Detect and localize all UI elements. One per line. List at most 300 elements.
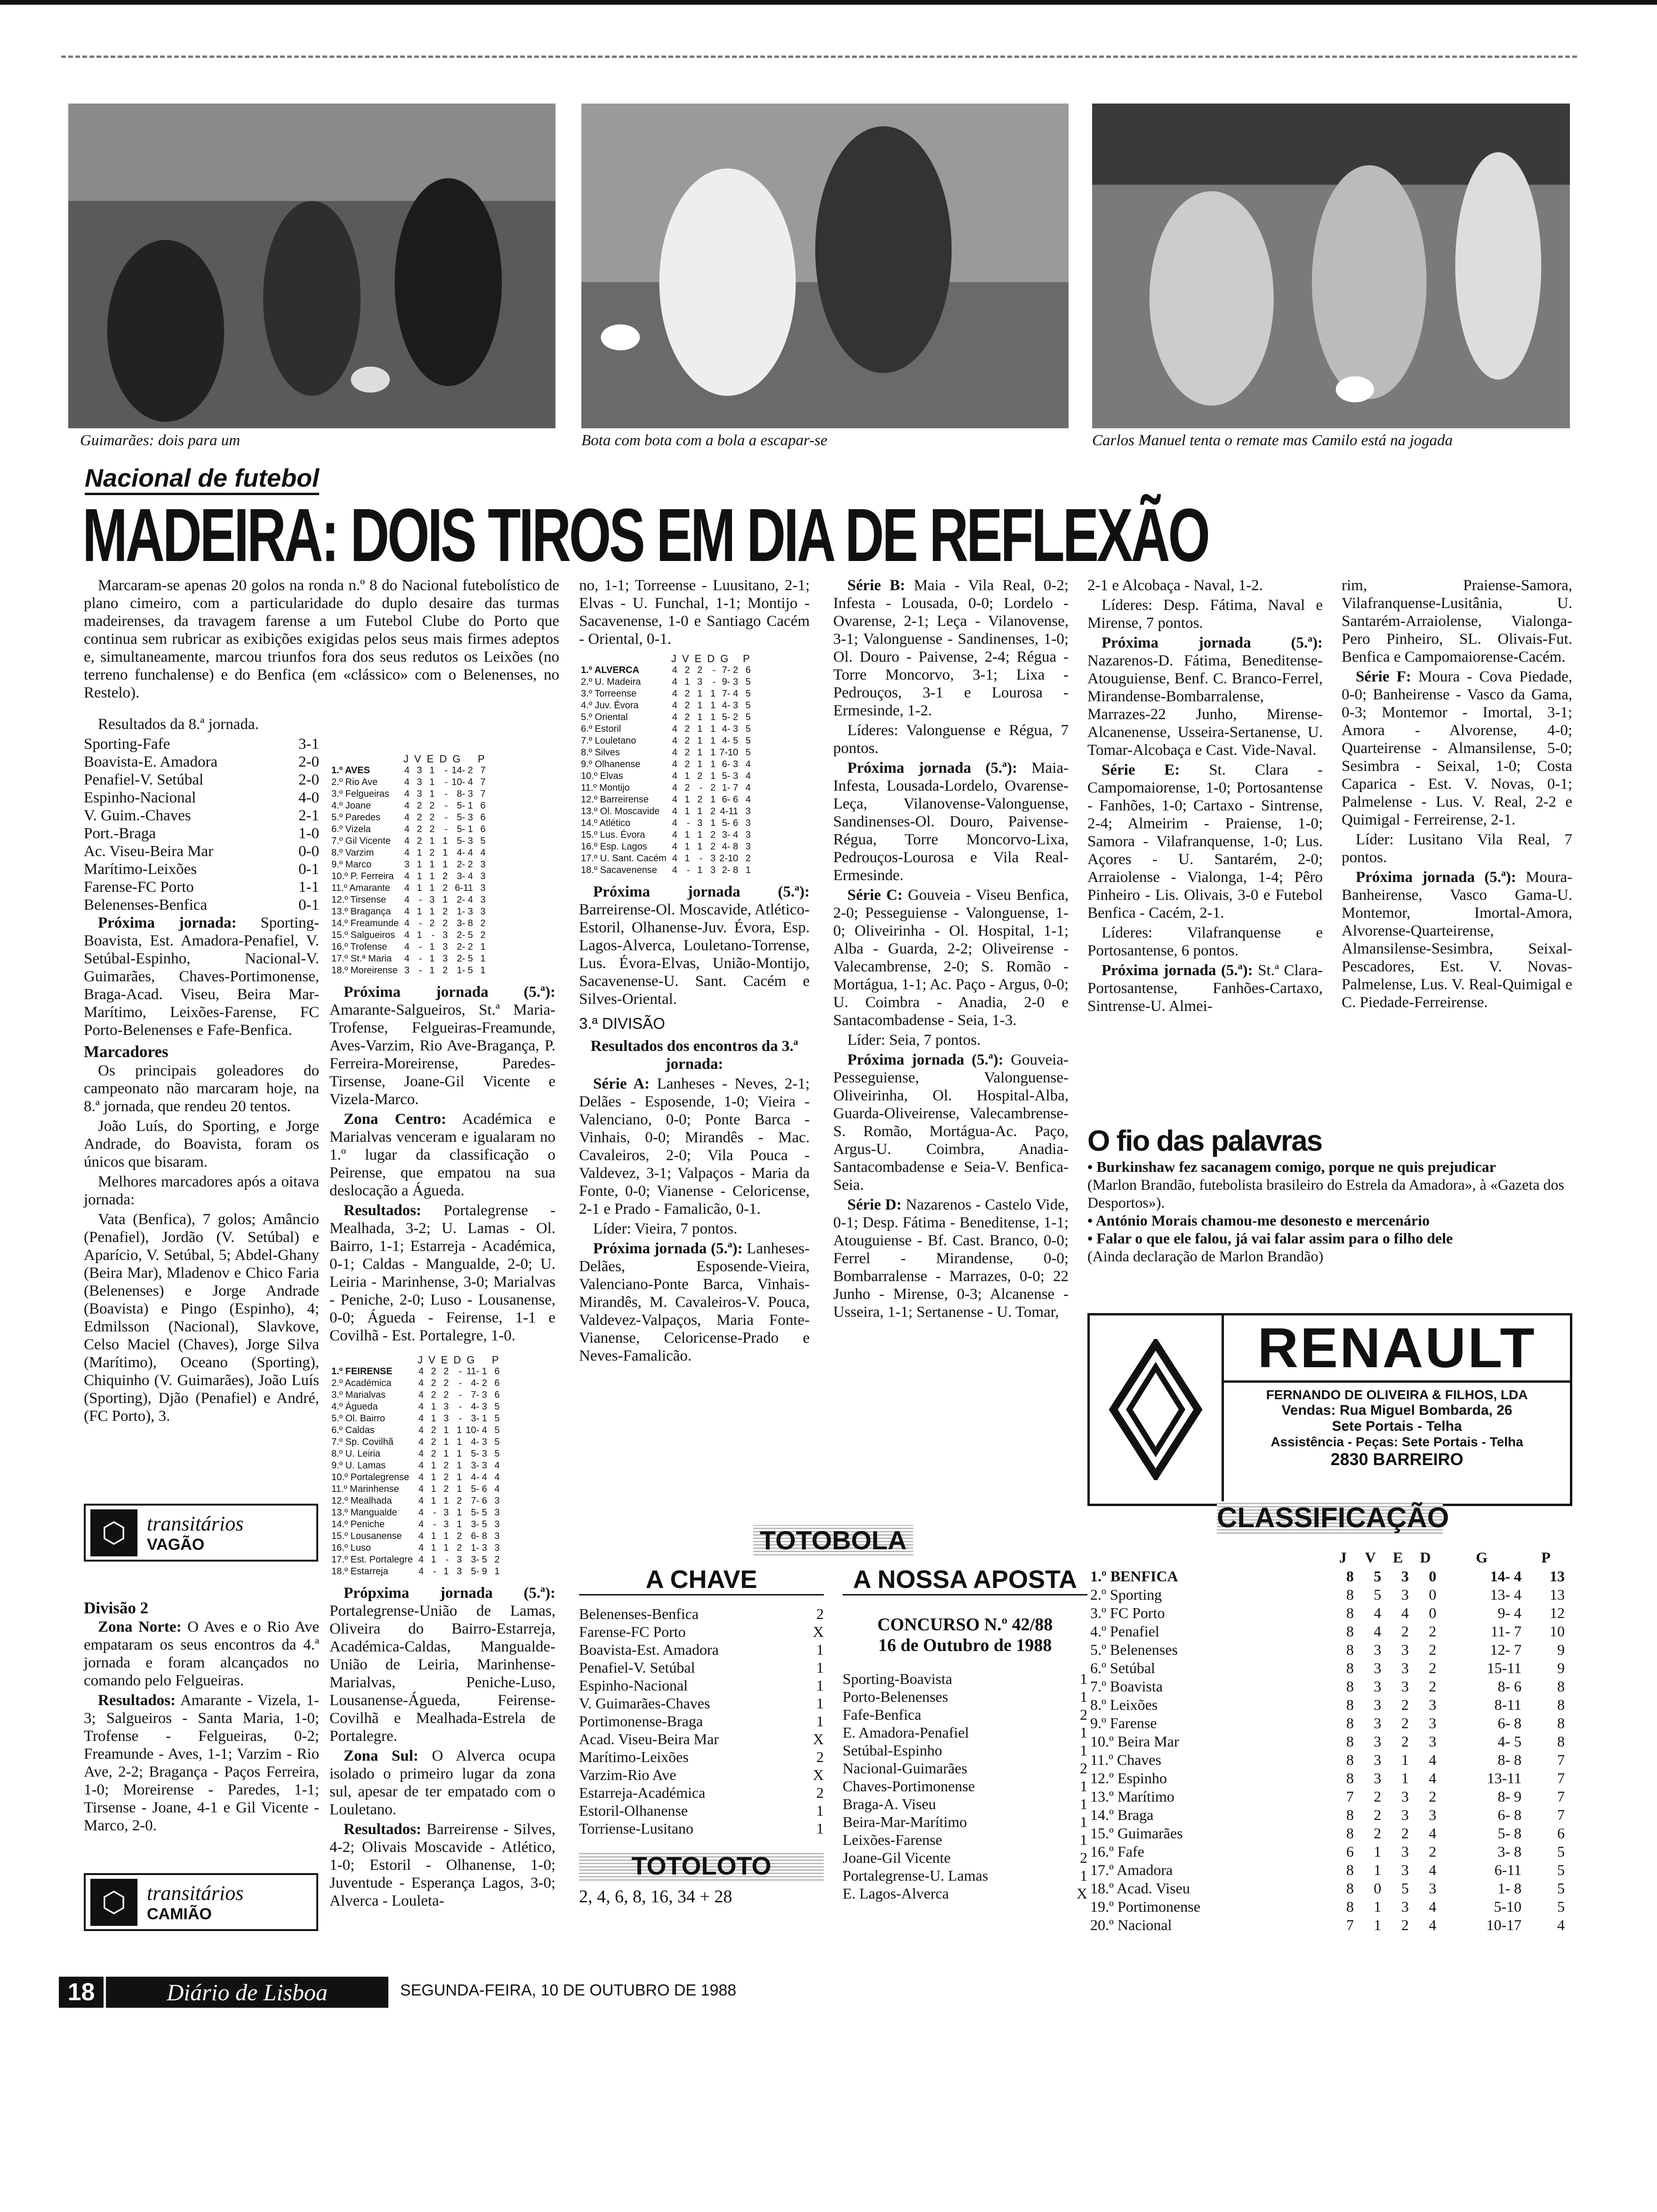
- table-cell: 1: [431, 1496, 436, 1506]
- next-label: Próxima jornada:: [98, 914, 237, 931]
- article-col5: [1087, 577, 1323, 1017]
- match-name: Joane-Gil Vicente: [843, 1849, 951, 1866]
- table-cell: 3- 8: [1497, 1843, 1522, 1860]
- serieD-label: Série D:: [847, 1196, 902, 1213]
- table-cell: 7-10: [719, 747, 739, 758]
- table-cell: 1: [745, 865, 751, 875]
- table-cell: 8: [1346, 1715, 1354, 1731]
- aposta-title: A NOSSA APOSTA: [843, 1565, 1087, 1595]
- table-cell: 16.º Trofense: [331, 942, 387, 952]
- table-cell: 5- 6: [471, 1484, 487, 1494]
- match-name: Porto-Belenenses: [843, 1688, 948, 1705]
- table-cell: 1: [431, 1531, 436, 1541]
- table-cell: 7: [480, 765, 486, 776]
- table-cell: 6: [745, 665, 751, 675]
- table-cell: 3: [442, 954, 448, 964]
- table-row: [330, 1472, 502, 1483]
- concurso-number: CONCURSO N.º 42/88: [877, 1615, 1053, 1635]
- table-cell: 13.º Ol. Moscavide: [581, 806, 660, 817]
- table-row: [579, 794, 753, 806]
- table-row: [330, 930, 488, 941]
- table-cell: 3: [404, 965, 410, 976]
- zona-centro-text: Académica e Marialvas venceram e igualaram no 1.º lugar da classificação o Peirense, que empatou na sua deslocação a Águeda.: [330, 1111, 555, 1199]
- table-cell: 10.º P. Ferreira: [331, 871, 394, 882]
- table-cell: 2: [431, 1366, 436, 1377]
- table-cell: 1: [429, 859, 435, 870]
- col5-next-text: Nazarenos-D. Fátima, Beneditense-Atouguiense, Benf. C. Branco-Ferrel, Mirandense-Bombarralense, Marrazes-22 Junho, Mirense-Alcanenense, Usseira-Sertanense, U. Tomar-Alcobaça e Cast. Vide-Naval.: [1087, 652, 1323, 759]
- table-cell: -: [444, 777, 448, 787]
- match-value: 1: [816, 1641, 824, 1658]
- column-header: G: [1476, 1549, 1488, 1566]
- table-cell: 7.º Gil Vicente: [331, 836, 391, 846]
- table-cell: 3: [697, 677, 703, 687]
- table-cell: 5: [745, 736, 751, 746]
- list-item: [579, 1819, 824, 1837]
- table-cell: 1: [710, 759, 716, 769]
- table-cell: 8: [1346, 1678, 1354, 1695]
- table-cell: 2: [1374, 1806, 1382, 1823]
- match-name: Braga-A. Viseu: [843, 1795, 936, 1812]
- table-cell: 3: [1401, 1641, 1409, 1658]
- serieB-next-label: Próxima jornada (5.ª):: [847, 760, 1017, 777]
- headline: MADEIRA: DOIS TIROS EM DIA DE REFLEXÃO: [82, 493, 1208, 577]
- table-cell: 4: [404, 777, 410, 787]
- table-cell: 11- 7: [1490, 1623, 1522, 1640]
- chave-column: [579, 1565, 824, 1907]
- fio-q3: • Falar o que ele falou, já vai falar assim para o filho dele: [1087, 1230, 1453, 1247]
- serieC-next-text: Gouveia-Pesseguiense, Valonguense-Oliveirinha, Ol. Hospital-Alba, Guarda-Oliveirense, Valecambrense-S. Romão, Mortágua-Ac. Paço, Argus-U. Coimbra, Anadia-Santacombadense e Seia-V. Benfica-Seia.: [833, 1051, 1069, 1194]
- table-cell: 4: [418, 1437, 424, 1447]
- table-cell: 2: [710, 806, 716, 817]
- table-cell: 7.º Boavista: [1090, 1678, 1163, 1695]
- match-name: Estoril-Olhanense: [579, 1802, 688, 1819]
- table-cell: 8.º U. Leiria: [331, 1449, 381, 1459]
- table-cell: 8: [1557, 1696, 1565, 1713]
- table-cell: 5: [494, 1425, 500, 1435]
- table-cell: 5: [745, 724, 751, 734]
- table-cell: 5: [1557, 1898, 1565, 1915]
- table-cell: 2: [1401, 1733, 1409, 1750]
- res-centro-text: Portalegrense - Mealhada, 3-2; U. Lamas - Ol. Bairro, 1-1; Estarreja - Académica, 0-1; Caldas - Mangualde, 2-0; U. Leiria - Marinhense, 3-0; Marialvas - Peniche, 2-0; Luso - Lousanense, 0-0; Águeda - Feirense, 1-1 e Covilhã - Est. Portalegre, 1-0.: [330, 1202, 555, 1344]
- table-cell: 6-11: [1494, 1861, 1522, 1878]
- table-cell: 4: [404, 942, 410, 952]
- table-cell: 5: [745, 677, 751, 687]
- table-row: [1087, 1659, 1568, 1677]
- grupor-logo-icon: ⬡: [90, 1509, 137, 1556]
- list-item: [579, 1712, 824, 1730]
- table-cell: 1: [697, 806, 703, 817]
- table-cell: 1: [480, 942, 486, 952]
- table-cell: 4: [1374, 1623, 1382, 1640]
- table-cell: 2: [417, 836, 422, 846]
- table-cell: 4: [672, 759, 677, 769]
- table-cell: 4: [672, 677, 677, 687]
- table-cell: 3- 3: [471, 1460, 487, 1471]
- table-cell: 13.º Bragança: [331, 906, 391, 917]
- match-value: X: [812, 1623, 824, 1640]
- table-cell: 1: [429, 965, 435, 976]
- table-cell: 11.º Marinhense: [331, 1484, 399, 1494]
- table-cell: 2: [431, 1425, 436, 1435]
- table-row: [1087, 1732, 1568, 1751]
- table-cell: 18.º Sacavenense: [581, 865, 657, 875]
- table-cell: 8- 8: [1497, 1751, 1522, 1768]
- match-value: 1: [1080, 1724, 1087, 1741]
- table-cell: 2: [684, 689, 690, 699]
- table-cell: 4: [418, 1378, 424, 1388]
- match-value: 1: [1080, 1795, 1087, 1812]
- serieB-next-text: Maia-Infesta, Lousada-Lordelo, Ovarense-Leça, Vilanovense-Valonguense, Sandinenses-Ol. Douro, Paivense-Régua, Torre Moncorvo-Lixa, Pedrouços-Lourosa e Vila Real-Ermesinde.: [833, 760, 1069, 884]
- col3-next-text: Barreirense-Ol. Moscavide, Atlético-Estoril, Olhanense-Juv. Évora, Esp. Lagos-Alverca, Louletano-Torrense, Lus. Évora-Elvas, União-Montijo, Sacavenense-U. Sant. Cacém e Silves-Oriental.: [579, 901, 810, 1008]
- col5-leaders: Líderes: Desp. Fátima, Naval e Mirense, 7 pontos.: [1087, 597, 1323, 632]
- fio-q3-src: (Ainda declaração de Marlon Brandão): [1087, 1248, 1324, 1265]
- table-cell: 4- 3: [722, 724, 739, 734]
- table-cell: 3: [1374, 1678, 1382, 1695]
- scorers-title: Marcadores: [84, 1042, 169, 1061]
- table-cell: 7: [1346, 1788, 1354, 1805]
- scorers-p2: João Luís, do Sporting, e Jorge Andrade, do Boavista, foram os únicos que bisaram.: [84, 1118, 319, 1170]
- serieF-next-text: Moura-Banheirense, Vasco Gama-U. Montemor, Imortal-Amora, Alvorense-Quarteirense, Almansilense-Sesimbra, Seixal-Pescadores, Est. V. Novas-Palmelense, Lus. V. Real-Quimigal e C. Piedade-Ferreirense.: [1342, 869, 1572, 1011]
- table-cell: 2: [1429, 1678, 1437, 1695]
- table-cell: 2.º U. Madeira: [581, 677, 641, 687]
- results-title: Resultados da 8.ª jornada.: [98, 716, 259, 733]
- table-cell: -: [418, 895, 422, 905]
- match-value: X: [812, 1731, 824, 1747]
- table-cell: 6- 8: [471, 1531, 487, 1541]
- list-item: [84, 842, 319, 860]
- table-cell: 2: [443, 1390, 449, 1400]
- results-list: [84, 735, 319, 914]
- table-row: [579, 700, 753, 712]
- table-cell: 3.º FC Porto: [1090, 1604, 1165, 1621]
- column-header: V: [1365, 1549, 1376, 1566]
- table-cell: 8: [1346, 1861, 1354, 1878]
- res-sul-text: Barreirense - Silves, 4-2; Olivais Moscavide - Atlético, 1-0; Estoril - Olhanense, 1-0; Juventude - Esperança Lagos, 3-0; Alverca - Louleta-: [330, 1821, 556, 1909]
- table-cell: 3: [480, 859, 486, 870]
- table-cell: 4: [404, 918, 410, 929]
- table-row: [579, 747, 753, 759]
- table-cell: 1: [429, 906, 435, 917]
- table-row: [579, 676, 753, 688]
- table-row: [579, 782, 753, 794]
- table-cell: 2: [1374, 1788, 1382, 1805]
- table-cell: 2: [1429, 1659, 1437, 1676]
- table-cell: 3: [1374, 1696, 1382, 1713]
- table-cell: 4: [672, 842, 677, 852]
- table-cell: 4: [418, 1366, 424, 1377]
- table-cell: 3: [1429, 1733, 1437, 1750]
- table-cell: 1: [442, 836, 448, 846]
- table-cell: 3: [697, 818, 703, 828]
- table-cell: 4: [418, 1402, 424, 1412]
- table-row: [330, 1389, 502, 1401]
- table-cell: 4- 4: [471, 1472, 487, 1483]
- table-cell: 1: [1374, 1916, 1382, 1933]
- match-name: Ac. Viseu-Beira Mar: [84, 843, 214, 860]
- column-header: J: [417, 1354, 423, 1366]
- table-cell: 1: [457, 1437, 462, 1447]
- table-cell: 7: [1557, 1806, 1565, 1823]
- table-cell: 1.º ALVERCA: [581, 665, 639, 675]
- ad-transitarios-camiao: [84, 1873, 318, 1931]
- totobola-section: [579, 1525, 1087, 1907]
- table-cell: 4- 2: [471, 1378, 487, 1388]
- table-cell: 1: [429, 765, 435, 776]
- table-cell: 1: [684, 794, 690, 805]
- match-value: 2: [1080, 1760, 1087, 1777]
- table-cell: 1: [429, 954, 435, 964]
- article-col2: [330, 753, 555, 1912]
- match-name: Beira-Mar-Marítimo: [843, 1813, 967, 1830]
- div2-title: Divisão 2: [84, 1599, 149, 1617]
- table-cell: 5- 1: [457, 801, 473, 811]
- serieC-label: Série C:: [847, 887, 903, 904]
- table-cell: 10.º Beira Mar: [1090, 1733, 1179, 1750]
- table-cell: 1: [710, 700, 716, 711]
- table-cell: -: [444, 765, 448, 776]
- list-item: [843, 1688, 1087, 1706]
- list-item: [843, 1777, 1087, 1795]
- table-cell: 3: [710, 853, 716, 864]
- table-cell: 4: [404, 848, 410, 858]
- table-row: [330, 1495, 502, 1507]
- table-row: [330, 847, 488, 859]
- col5-next-label: Próxima jornada (5.ª):: [1102, 634, 1323, 651]
- table-cell: 5- 5: [471, 1507, 487, 1518]
- ad2-word: CAMIÃO: [147, 1905, 212, 1923]
- table-cell: 6- 8: [1497, 1715, 1522, 1731]
- match-name: Portalegrense-U. Lamas: [843, 1867, 989, 1884]
- table-cell: 1: [457, 1507, 462, 1518]
- table-cell: 4- 5: [722, 736, 739, 746]
- table-cell: 3: [494, 1543, 500, 1553]
- table-cell: 1: [443, 1425, 449, 1435]
- concurso-date: 16 de Outubro de 1988: [878, 1635, 1052, 1655]
- classificacao-table: [1087, 1548, 1568, 1934]
- list-item: [843, 1723, 1087, 1741]
- res-sul-label: Resultados:: [344, 1821, 422, 1838]
- top-rule: [0, 0, 1657, 5]
- column-header: V: [682, 653, 689, 665]
- totoloto-title: TOTOLOTO: [579, 1851, 824, 1881]
- list-item: [843, 1741, 1087, 1759]
- table-cell: 4: [1429, 1861, 1437, 1878]
- table-cell: 3- 1: [471, 1413, 487, 1424]
- table-cell: 8- 9: [1497, 1788, 1522, 1805]
- table-row: [1087, 1898, 1568, 1916]
- table-cell: 14- 2: [451, 765, 473, 776]
- table-cell: 6: [494, 1390, 500, 1400]
- table-cell: 1: [443, 1566, 449, 1577]
- table-cell: 6.º Vizela: [331, 824, 371, 834]
- table-cell: 1: [697, 700, 703, 711]
- table-cell: 8: [1346, 1806, 1354, 1823]
- match-name: Marítimo-Leixões: [579, 1748, 689, 1765]
- column-header: V: [428, 1354, 435, 1366]
- table-cell: 6- 6: [722, 794, 739, 805]
- table-cell: 4: [1401, 1604, 1409, 1621]
- table-cell: 1: [684, 842, 690, 852]
- column-header: P: [743, 653, 750, 665]
- table-cell: 1: [431, 1413, 436, 1424]
- list-item: [579, 1641, 824, 1659]
- table-cell: -: [458, 1378, 462, 1388]
- table-cell: 12.º Mealhada: [331, 1496, 392, 1506]
- table-cell: 4: [404, 883, 410, 893]
- table-cell: 3: [1401, 1659, 1409, 1676]
- table-cell: 3: [1429, 1880, 1437, 1897]
- serieE-label: Série E:: [1102, 761, 1180, 778]
- table-cell: 1: [443, 1449, 449, 1459]
- match-name: Penafiel-V. Setúbal: [84, 771, 204, 788]
- column-header: G: [452, 753, 461, 765]
- table-cell: 20.º Nacional: [1090, 1916, 1172, 1933]
- table-cell: 10- 4: [451, 777, 473, 787]
- list-item: [579, 1802, 824, 1819]
- table-row: [579, 688, 753, 700]
- table-cell: 5: [494, 1437, 500, 1447]
- table-cell: 4: [418, 1425, 424, 1435]
- table-cell: 3.º Marialvas: [331, 1390, 386, 1400]
- list-item: [843, 1884, 1087, 1902]
- table-cell: 1: [697, 736, 703, 746]
- table-cell: 4: [404, 765, 410, 776]
- serieC-next-label: Próxima jornada (5.ª):: [847, 1051, 1004, 1068]
- table-cell: 2: [1429, 1843, 1437, 1860]
- table-cell: 5- 3: [722, 771, 739, 781]
- ad1-script: transitários: [147, 1512, 244, 1535]
- table-cell: -: [686, 818, 690, 828]
- table-cell: 3: [442, 930, 448, 940]
- totobola-title: TOTOBOLA: [753, 1525, 913, 1555]
- match-value: 2-1: [298, 807, 319, 824]
- table-cell: 4: [672, 712, 677, 722]
- table-row: [330, 1425, 502, 1436]
- table-cell: 8: [1346, 1604, 1354, 1621]
- table-cell: 1: [1401, 1770, 1409, 1787]
- match-name: Farense-FC Porto: [84, 879, 194, 896]
- table-cell: 4: [672, 853, 677, 864]
- match-name: Setúbal-Espinho: [843, 1742, 942, 1759]
- table-cell: 1: [429, 883, 435, 893]
- table-cell: 5: [745, 689, 751, 699]
- table-cell: 3: [480, 871, 486, 882]
- zona-norte-text: O Aves e o Rio Ave empataram os seus encontros da 4.ª jornada e foram alcançados no comando pelo Felgueiras.: [84, 1619, 320, 1689]
- table-cell: 9.º Farense: [1090, 1715, 1157, 1731]
- table-cell: 4: [418, 1555, 424, 1565]
- table-cell: 12.º Tirsense: [331, 895, 386, 905]
- article-col1: [84, 577, 559, 704]
- match-value: 1: [816, 1677, 824, 1694]
- table-cell: 4: [1429, 1825, 1437, 1842]
- table-row: [330, 871, 488, 882]
- table-cell: 9.º U. Lamas: [331, 1460, 386, 1471]
- serieE-next-label: Próxima jornada (5.ª):: [1102, 962, 1253, 979]
- table-cell: 2- 8: [722, 865, 739, 875]
- column-header: D: [453, 1354, 461, 1366]
- div2-results-text: Amarante - Vizela, 1-3; Salgueiros - Santa Maria, 1-0; Trofense - Felgueiras, 0-2; Freamunde - Aves, 1-1; Varzim - Rio Ave, 2-2; Bragança - Paços Ferreira, 1-0; Moreirense - Paredes, 1-1; Tirsense - Joane, 4-1 e Gil Vicente - Marco, 2-0.: [84, 1692, 320, 1834]
- table-row: [330, 824, 488, 835]
- table-cell: 5.º Paredes: [331, 812, 381, 823]
- table-cell: 1: [710, 818, 716, 828]
- renault-line1: FERNANDO DE OLIVEIRA & FILHOS, LDA: [1266, 1387, 1528, 1402]
- table-cell: 1: [494, 1566, 500, 1577]
- table-row: [330, 1554, 502, 1566]
- table-cell: 2: [1401, 1825, 1409, 1842]
- column-header: E: [426, 753, 434, 765]
- table-cell: 4: [672, 818, 677, 828]
- table-cell: 13- 4: [1490, 1586, 1522, 1603]
- table-cell: 2: [443, 1378, 449, 1388]
- table-cell: 1: [457, 1425, 462, 1435]
- match-name: Portimonense-Braga: [579, 1713, 703, 1730]
- table-cell: -: [433, 1566, 436, 1577]
- next1-label: Próxima jornada (5.ª):: [344, 984, 555, 1001]
- table-cell: 3: [417, 789, 422, 799]
- table-cell: 5- 3: [457, 812, 473, 823]
- table-cell: 1: [429, 942, 435, 952]
- table-cell: 3: [1401, 1843, 1409, 1860]
- table-cell: 0: [1429, 1568, 1437, 1585]
- table-cell: 18.º Estarreja: [331, 1566, 388, 1577]
- list-item: [84, 896, 319, 914]
- table-cell: 2: [710, 830, 716, 840]
- match-value: 2-0: [298, 771, 319, 788]
- table-cell: 15.º Salgueiros: [331, 930, 395, 940]
- list-item: [579, 1766, 824, 1784]
- table-cell: 6- 3: [722, 759, 739, 769]
- table-cell: 4-11: [720, 806, 739, 817]
- table-row: [330, 882, 488, 894]
- table-cell: 14.º Braga: [1090, 1806, 1154, 1823]
- table-cell: 4- 3: [471, 1402, 487, 1412]
- match-name: Estarreja-Académica: [579, 1784, 706, 1801]
- table-row: [1087, 1714, 1568, 1732]
- column-header: E: [1392, 1549, 1403, 1566]
- table-cell: 8: [1557, 1733, 1565, 1750]
- table-cell: 3: [710, 865, 716, 875]
- match-value: 4-0: [298, 789, 319, 806]
- table-cell: 6.º Caldas: [331, 1425, 375, 1435]
- table-cell: 4: [494, 1460, 500, 1471]
- table-cell: 3.º Torreense: [581, 689, 637, 699]
- classificacao-section: [1087, 1501, 1572, 1934]
- table-cell: 5: [494, 1413, 500, 1424]
- table-cell: 4: [418, 1460, 424, 1471]
- table-row: [579, 829, 753, 841]
- table-cell: -: [418, 942, 422, 952]
- renault-line4: Assistência - Peças: Sete Portais - Telha: [1271, 1435, 1523, 1449]
- table-cell: 4: [672, 865, 677, 875]
- list-item: [843, 1867, 1087, 1884]
- table-cell: 4: [494, 1484, 500, 1494]
- table-cell: 2- 5: [457, 930, 473, 940]
- table-cell: 1: [1374, 1843, 1382, 1860]
- table-cell: 1: [417, 883, 422, 893]
- col3-next-label: Próxima jornada (5.ª):: [593, 883, 810, 900]
- table-cell: 1: [457, 1484, 462, 1494]
- table-cell: 4- 8: [722, 842, 739, 852]
- table-row: [579, 806, 753, 817]
- table-row: [1087, 1696, 1568, 1714]
- table-cell: 5- 2: [722, 712, 739, 722]
- photo-guimaraes: [68, 104, 555, 428]
- match-value: 0-1: [298, 897, 319, 914]
- table-cell: 1.º BENFICA: [1090, 1568, 1178, 1585]
- serieB-label: Série B:: [847, 577, 905, 594]
- table-cell: 7- 6: [471, 1496, 487, 1506]
- renault-ad: [1087, 1313, 1572, 1506]
